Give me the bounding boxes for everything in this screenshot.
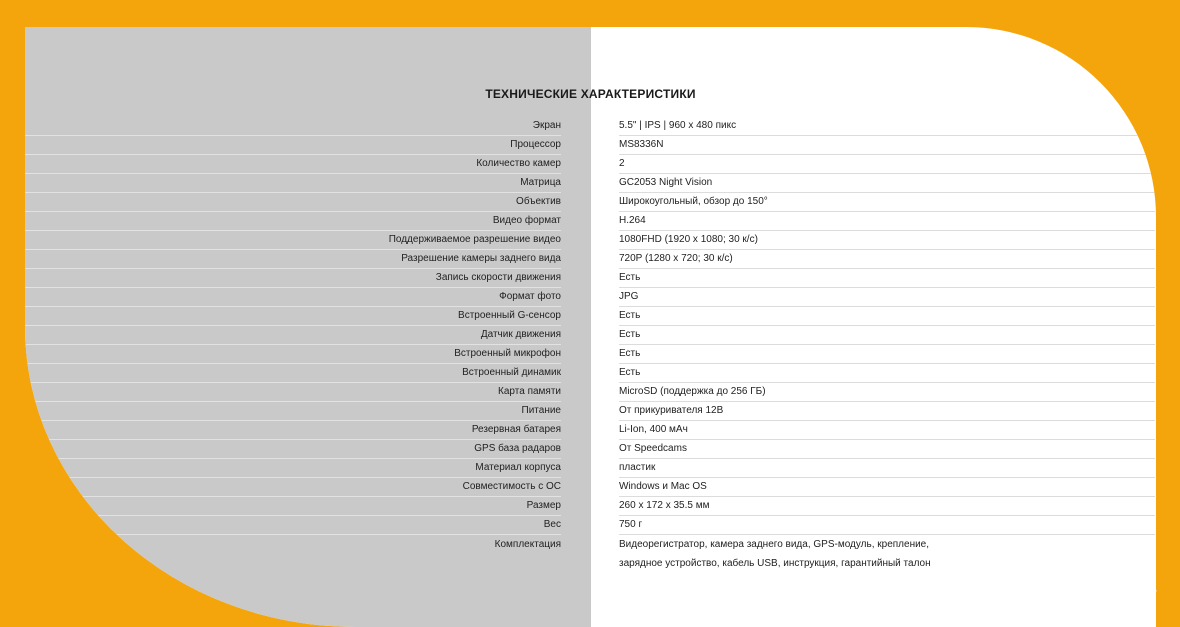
spec-value: Есть xyxy=(619,345,1155,364)
spec-label: GPS база радаров xyxy=(25,440,561,459)
spec-row xyxy=(25,212,1156,231)
spec-row xyxy=(25,250,1156,269)
spec-row xyxy=(25,535,1156,554)
spec-label: Количество камер xyxy=(25,155,561,174)
spec-value: Широкоугольный, обзор до 150° xyxy=(619,193,1155,212)
spec-row xyxy=(25,383,1156,402)
spec-label: Размер xyxy=(25,497,561,516)
spec-value: Видеорегистратор, камера заднего вида, GPS-модуль, крепление, xyxy=(619,538,930,550)
spec-label: Процессор xyxy=(25,136,561,155)
watermark-logo: 21vek.by xyxy=(1073,584,1158,604)
spec-value: 750 г xyxy=(619,516,1155,535)
spec-label: Объектив xyxy=(25,193,561,212)
spec-label: Видео формат xyxy=(25,212,561,231)
spec-value: Li-Ion, 400 мАч xyxy=(619,421,1155,440)
spec-value: MS8336N xyxy=(619,136,1155,155)
spec-value: MicroSD (поддержка до 256 ГБ) xyxy=(619,383,1155,402)
spec-value: H.264 xyxy=(619,212,1155,231)
spec-label: Разрешение камеры заднего вида xyxy=(25,250,561,269)
spec-label: Питание xyxy=(25,402,561,421)
spec-row xyxy=(25,402,1156,421)
spec-label-empty xyxy=(25,555,561,573)
page-title: ТЕХНИЧЕСКИЕ ХАРАКТЕРИСТИКИ xyxy=(485,87,696,101)
spec-row xyxy=(25,497,1156,516)
spec-value: 720P (1280 х 720; 30 к/с) xyxy=(619,250,1155,269)
spec-label: Комплектация xyxy=(494,538,561,550)
spec-label: Совместимость с ОС xyxy=(25,478,561,497)
spec-row xyxy=(25,307,1156,326)
spec-row xyxy=(25,193,1156,212)
spec-row xyxy=(25,231,1156,250)
spec-label: Формат фото xyxy=(25,288,561,307)
spec-label: Датчик движения xyxy=(25,326,561,345)
spec-value: 2 xyxy=(619,155,1155,174)
spec-row xyxy=(25,440,1156,459)
spec-label: Экран xyxy=(25,117,561,136)
spec-value: Windows и Mac OS xyxy=(619,478,1155,497)
spec-row xyxy=(25,288,1156,307)
spec-row xyxy=(25,117,1156,136)
spec-label: Встроенный динамик xyxy=(25,364,561,383)
spec-value: 260 х 172 х 35.5 мм xyxy=(619,497,1155,516)
spec-label: Поддерживаемое разрешение видео xyxy=(25,231,561,250)
spec-value: Есть xyxy=(619,364,1155,383)
spec-row xyxy=(25,269,1156,288)
spec-label: Матрица xyxy=(25,174,561,193)
spec-value: пластик xyxy=(619,459,1155,478)
spec-value: От Speedcams xyxy=(619,440,1155,459)
spec-value: Есть xyxy=(619,326,1155,345)
spec-label: Запись скорости движения xyxy=(25,269,561,288)
spec-label: Встроенный G-сенсор xyxy=(25,307,561,326)
spec-row xyxy=(25,364,1156,383)
spec-value: GC2053 Night Vision xyxy=(619,174,1155,193)
spec-label: Материал корпуса xyxy=(25,459,561,478)
spec-value: 1080FHD (1920 х 1080; 30 к/с) xyxy=(619,231,1155,250)
spec-value: JPG xyxy=(619,288,1155,307)
spec-row xyxy=(25,136,1156,155)
spec-value: Есть xyxy=(619,269,1155,288)
spec-row xyxy=(25,155,1156,174)
spec-row xyxy=(25,516,1156,535)
spec-label: Резервная батарея xyxy=(25,421,561,440)
spec-row xyxy=(25,326,1156,345)
spec-label: Карта памяти xyxy=(25,383,561,402)
spec-table xyxy=(25,117,1156,573)
spec-row xyxy=(25,459,1156,478)
spec-value: От прикуривателя 12В xyxy=(619,402,1155,421)
spec-row-continuation xyxy=(25,554,1156,573)
spec-row xyxy=(25,174,1156,193)
spec-row xyxy=(25,478,1156,497)
spec-label: Встроенный микрофон xyxy=(25,345,561,364)
spec-card xyxy=(25,27,1156,627)
spec-value-continuation: зарядное устройство, кабель USB, инструкция, гарантийный талон xyxy=(619,557,931,569)
spec-value: 5.5" | IPS | 960 х 480 пикс xyxy=(619,117,1155,136)
spec-value: Есть xyxy=(619,307,1155,326)
spec-label: Вес xyxy=(25,516,561,535)
spec-row xyxy=(25,421,1156,440)
spec-row xyxy=(25,345,1156,364)
